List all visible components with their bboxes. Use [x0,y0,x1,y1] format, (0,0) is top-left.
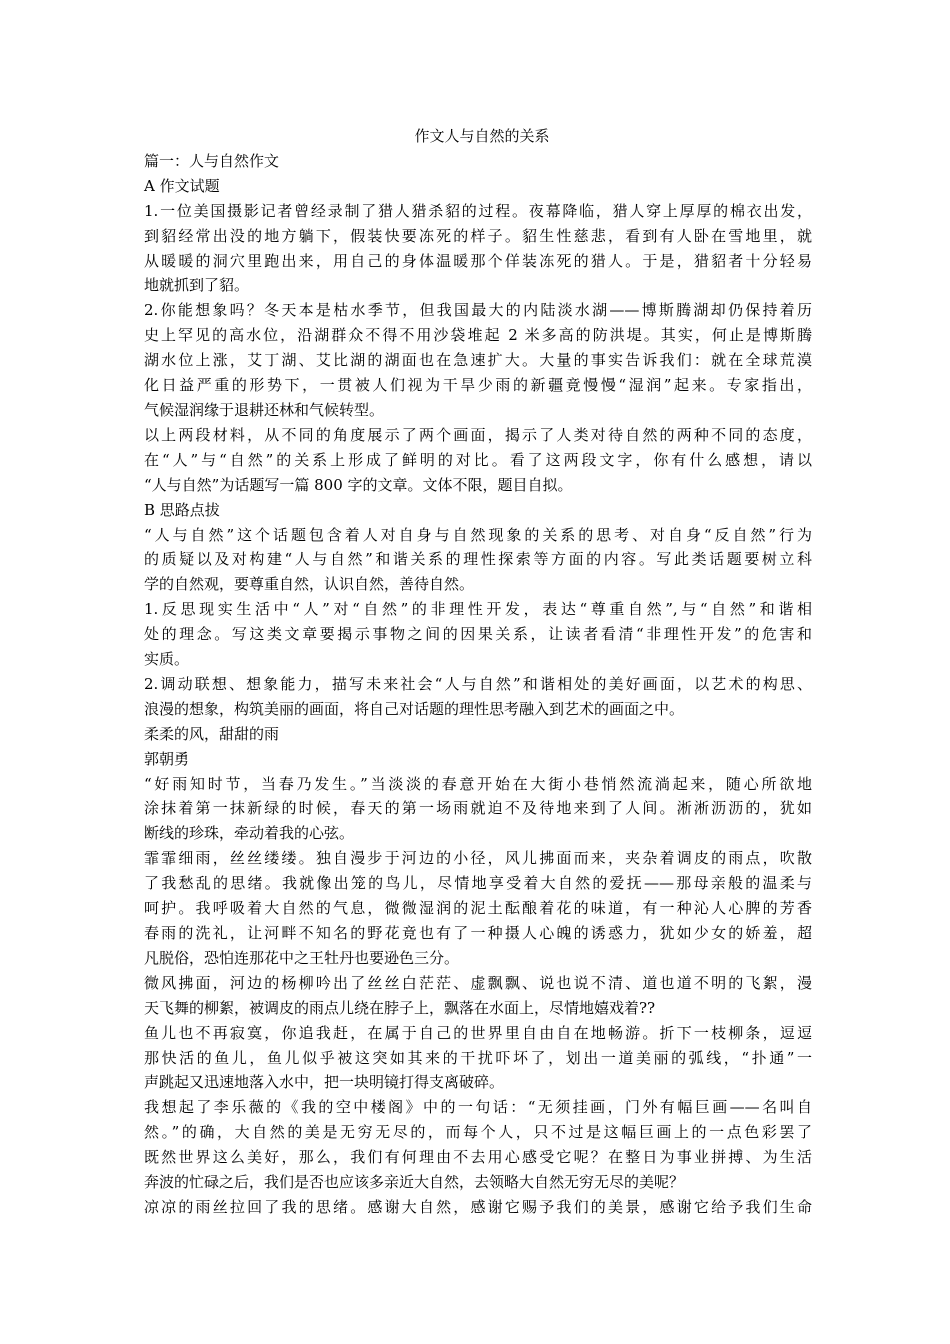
text-line: 从暖暖的洞穴里跑出来，用自己的身体温暖那个佯装冻死的猎人。于是，猎貂者十分轻易 [144,251,812,270]
text-line: 篇一：人与自然作文 [144,151,280,170]
text-line: 浪漫的想象，构筑美丽的画面，将自己对话题的理性思考融入到艺术的画面之中。 [144,699,685,718]
text-line: 实质。 [144,650,190,669]
text-line: “人与自然”这个话题包含着人对自身与自然现象的关系的思考、对自身“反自然”行为 [144,525,812,544]
text-line: 柔柔的风，甜甜的雨 [144,724,280,743]
text-line: 涂抹着第一抹新绿的时候，春天的第一场雨就迫不及待地来到了人间。淅淅沥沥的，犹如 [144,799,812,818]
text-line: 1.一位美国摄影记者曾经录制了猎人猎杀貂的过程。夜幕降临，猎人穿上厚厚的棉衣出发， [144,201,812,220]
text-line: 鱼儿也不再寂寞，你追我赶，在属于自己的世界里自由自在地畅游。折下一枝柳条，逗逗 [144,1023,812,1042]
text-line: 了我愁乱的思绪。我就像出笼的鸟儿，尽情地享受着大自然的爱抚——那母亲般的温柔与 [144,874,812,893]
text-line: 然。”的确，大自然的美是无穷无尽的，而每个人，只不过是这幅巨画上的一点色彩罢了 [144,1123,812,1142]
text-line: 那快活的鱼儿，鱼儿似乎被这突如其来的干扰吓坏了，划出一道美丽的弧线，“扑通”一 [144,1048,812,1067]
text-line: 到貂经常出没的地方躺下，假装快要冻死的样子。貂生性慈悲，看到有人卧在雪地里，就 [144,226,812,245]
text-line: 史上罕见的高水位，沿湖群众不得不用沙袋堆起 2 米多高的防洪堤。其实，何止是博斯腾 [144,326,812,345]
text-line: 的质疑以及对构建“人与自然”和谐关系的理性探索等方面的内容。写此类话题要树立科 [144,550,812,569]
text-line: 微风拂面，河边的杨柳吟出了丝丝白茫茫、虚飘飘、说也说不清、道也道不明的飞絮，漫 [144,973,812,992]
text-line: “好雨知时节，当春乃发生。”当淡淡的春意开始在大街小巷悄然流淌起来，随心所欲地 [144,774,812,793]
text-line: 凉凉的雨丝拉回了我的思绪。感谢大自然，感谢它赐予我们的美景，感谢它给予我们生命 [144,1197,812,1216]
text-line: 天飞舞的柳絮，被调皮的雨点儿绕在脖子上，飘落在水面上，尽情地嬉戏着?? [144,998,656,1017]
text-line: 春雨的洗礼，让河畔不知名的野花竟也有了一种摄人心魄的诱惑力，犹如少女的娇羞，超 [144,924,812,942]
text-line: 郭朝勇 [144,749,190,768]
text-line: 在“人”与“自然”的关系上形成了鲜明的对比。看了这两段文字，你有什么感想，请以 [144,450,812,469]
text-line: 断线的珍珠，牵动着我的心弦。 [144,824,355,843]
text-line: 化日益严重的形势下，一贯被人们视为干旱少雨的新疆竟慢慢“湿润”起来。专家指出， [144,376,812,395]
text-line: 呵护。我呼吸着大自然的气息，微微湿润的泥土酝酿着花的味道，有一种沁人心脾的芳香 [144,899,812,918]
text-line: 学的自然观，要尊重自然，认识自然，善待自然。 [144,575,475,594]
text-line: A 作文试题 [144,176,220,195]
text-line: 既然世界这么美好，那么，我们有何理由不去用心感受它呢？在整日为事业拼搏、为生活 [144,1148,812,1167]
text-line: 霏霏细雨，丝丝缕缕。独自漫步于河边的小径，风儿拂面而来，夹杂着调皮的雨点，吹散 [144,849,812,868]
text-line: 1.反思现实生活中“人”对“自然”的非理性开发，表达“尊重自然”,与“自然”和谐相 [144,600,812,619]
text-line: 处的理念。写这类文章要揭示事物之间的因果关系，让读者看清“非理性开发”的危害和 [144,625,812,644]
text-line: “人与自然”为话题写一篇 800 字的文章。文体不限，题目自拟。 [144,475,573,494]
text-line: 湖水位上涨，艾丁湖、艾比湖的湖面也在急速扩大。大量的事实告诉我们：就在全球荒漠 [144,351,812,370]
text-line: 声跳起又迅速地落入水中，把一块明镜打得支离破碎。 [144,1073,505,1092]
document-body [144,124,812,1220]
text-line: 凡脱俗，恐怕连那花中之王牡丹也要逊色三分。 [144,948,460,967]
text-line: 我想起了李乐薇的《我的空中楼阁》中的一句话：“无须挂画，门外有幅巨画——名叫自 [144,1098,812,1117]
text-line: 2.你能想象吗？冬天本是枯水季节，但我国最大的内陆淡水湖——博斯腾湖却仍保持着历 [144,301,812,320]
document-title: 作文人与自然的关系 [414,127,550,145]
text-line: 以上两段材料，从不同的角度展示了两个画面，揭示了人类对待自然的两种不同的态度， [144,425,812,444]
text-line: 2.调动联想、想象能力，描写未来社会“人与自然”和谐相处的美好画面，以艺术的构思、 [144,674,812,693]
text-line: 气候湿润缘于退耕还林和气候转型。 [144,400,385,419]
text-line: B 思路点拔 [144,500,220,519]
text-line: 奔波的忙碌之后，我们是否也应该多亲近大自然，去领略大自然无穷无尽的美呢？ [144,1173,685,1192]
text-line: 地就抓到了貂。 [144,276,250,295]
